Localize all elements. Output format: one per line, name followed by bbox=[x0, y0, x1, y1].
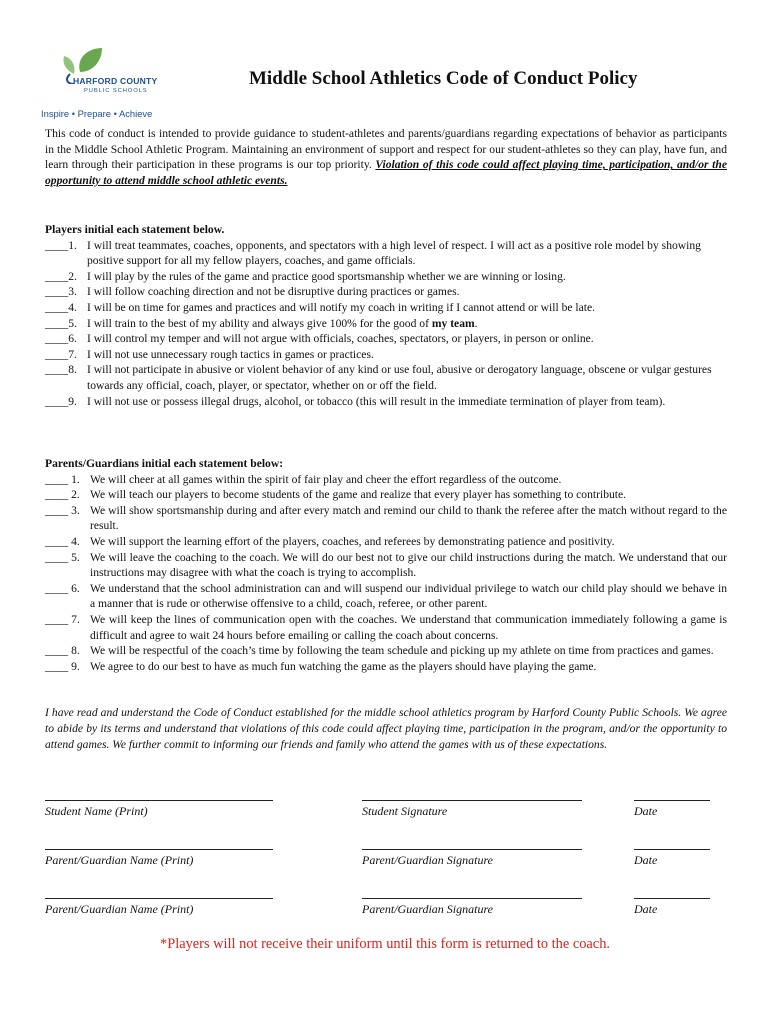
parents-section bbox=[45, 456, 727, 674]
statement-text: I will play by the rules of the game and practice good sportsmanship whether we are winning or losing. bbox=[87, 269, 566, 283]
signature-label: Parent/Guardian Signature bbox=[362, 853, 493, 867]
print-name-line[interactable] bbox=[45, 849, 273, 850]
initials-blank[interactable]: ____5. bbox=[45, 316, 77, 330]
initials-blank[interactable]: ____ 9. bbox=[45, 659, 80, 673]
intro-warning: Violation of this code could affect playing time, participation, and/or the opportunity to attend middle school athletic events. bbox=[45, 158, 727, 187]
emphasis-text: my team bbox=[431, 316, 475, 330]
statement-text: I will not participate in abusive or violent behavior of any kind or use foul, abusive or derogatory language, obscene or vulgar gestures towards any official, coach, player, or spectator, whether on or off the field. bbox=[87, 363, 712, 392]
date-line[interactable] bbox=[634, 800, 710, 801]
signature-label: Parent/Guardian Signature bbox=[362, 902, 493, 916]
statement-text: I will not use or possess illegal drugs, alcohol, or tobacco (this will result in the immediate termination of player from team). bbox=[87, 394, 666, 408]
signature-line[interactable] bbox=[362, 849, 582, 850]
parents-statement bbox=[45, 487, 727, 503]
initials-blank[interactable]: ____4. bbox=[45, 300, 77, 314]
initials-blank[interactable]: ____ 5. bbox=[45, 550, 80, 564]
print-name-line[interactable] bbox=[45, 800, 273, 801]
initials-blank[interactable]: ____3. bbox=[45, 285, 77, 299]
parents-statement bbox=[45, 550, 727, 581]
date-label: Date bbox=[634, 804, 658, 818]
statement-text: We will be respectful of the coach’s time by following the team schedule and picking up my athlete on time from practices and games. bbox=[90, 644, 714, 658]
date-label: Date bbox=[634, 902, 658, 916]
players-statement bbox=[45, 284, 727, 300]
intro-text: This code of conduct is intended to provide guidance to student-athletes and parents/guardians regarding expectations of behavior as participants in the Middle School Athletic Program. Maintaining an environment of support and respect for our student-athletes so they can play, have fun, and learn through their participation in these programs is our top priority. bbox=[45, 127, 727, 172]
parents-statement bbox=[45, 581, 727, 612]
parents-statement bbox=[45, 503, 727, 534]
parents-heading: Parents/Guardians initial each statement below: bbox=[45, 457, 284, 470]
logo-subtitle: PUBLIC SCHOOLS bbox=[84, 88, 148, 94]
players-statement bbox=[45, 300, 727, 316]
logo-name: HARFORD COUNTY bbox=[73, 76, 158, 86]
players-section bbox=[45, 222, 727, 409]
statement-text: I will control my temper and will not argue with officials, coaches, spectators, or players, in person or online. bbox=[87, 332, 594, 346]
initials-blank[interactable]: ____9. bbox=[45, 394, 77, 408]
initials-blank[interactable]: ____ 6. bbox=[45, 581, 80, 595]
players-list bbox=[45, 238, 727, 410]
statement-text: We agree to do our best to have as much fun watching the game as the players should have playing the game. bbox=[90, 659, 597, 673]
logo-tagline: Inspire • Prepare • Achieve bbox=[41, 108, 153, 119]
signature-line[interactable] bbox=[362, 898, 582, 899]
parents-statement bbox=[45, 534, 727, 550]
initials-blank[interactable]: ____6. bbox=[45, 332, 77, 346]
players-statement bbox=[45, 347, 727, 363]
print-name-label: Parent/Guardian Name (Print) bbox=[45, 853, 194, 867]
players-heading: Players initial each statement below. bbox=[45, 223, 225, 236]
initials-blank[interactable]: ____ 2. bbox=[45, 488, 80, 502]
acknowledgement-paragraph: I have read and understand the Code of Conduct established for the middle school athletics program by Harford County Public Schools. We agree to abide by its terms and understand that violations of this code could affect playing time, participation in the program, and/or the opportunity to attend games. We further commit to informing our friends and family who attend the games with us of these expectations. bbox=[45, 706, 727, 751]
signature-line[interactable] bbox=[362, 800, 582, 801]
initials-blank[interactable]: ____8. bbox=[45, 363, 77, 377]
initials-blank[interactable]: ____ 3. bbox=[45, 503, 80, 517]
date-label: Date bbox=[634, 853, 658, 867]
statement-text: I will treat teammates, coaches, opponents, and spectators with a high level of respect. I will act as a positive role model by showing positive support for all my fellow players, coaches, and game officials. bbox=[87, 238, 701, 268]
statement-text: We will keep the lines of communication open with the coaches. We understand that communication immediately following a game is difficult and agree to wait 24 hours before emailing or calling the coach about concerns. bbox=[90, 612, 727, 642]
statement-text: We will teach our players to become students of the game and realize that every player has something to contribute. bbox=[90, 488, 627, 502]
signature-label: Student Signature bbox=[362, 804, 448, 818]
statement-text: We understand that the school administration can and will suspend our individual privilege to watch our child play should we behave in a manner that is rude or otherwise offensive to a child, coach, referee, or other parent. bbox=[90, 581, 727, 611]
statement-text: I will not use unnecessary rough tactics in games or practices. bbox=[87, 347, 374, 361]
statement-text: We will show sportsmanship during and after every match and remind our child to thank the referee after the match without regard to the result. bbox=[90, 503, 727, 533]
initials-blank[interactable]: ____7. bbox=[45, 347, 77, 361]
uniform-notice: *Players will not receive their uniform until this form is returned to the coach. bbox=[160, 936, 610, 952]
parents-statement bbox=[45, 659, 727, 675]
statement-text: I will be on time for games and practices and will notify my coach in writing if I cannot attend or will be late. bbox=[87, 300, 596, 314]
parents-statement bbox=[45, 472, 727, 488]
date-line[interactable] bbox=[634, 849, 710, 850]
statement-text: We will support the learning effort of the players, coaches, and referees by demonstrating patience and positivity. bbox=[90, 534, 615, 548]
initials-blank[interactable]: ____ 4. bbox=[45, 534, 80, 548]
print-name-line[interactable] bbox=[45, 898, 273, 899]
players-statement bbox=[45, 394, 727, 410]
statement-text: We will cheer at all games within the spirit of fair play and cheer the effort regardless of the outcome. bbox=[90, 472, 562, 486]
players-statement bbox=[45, 269, 727, 285]
initials-blank[interactable]: ____ 7. bbox=[45, 612, 80, 626]
statement-text: We will leave the coaching to the coach. We will do our best not to give our child instructions during the match. We understand that our instructions may disagree with what the coach is trying to accomplish. bbox=[90, 550, 727, 580]
print-name-label: Student Name (Print) bbox=[45, 804, 148, 818]
players-statement bbox=[45, 362, 727, 393]
district-logo bbox=[40, 44, 180, 124]
initials-blank[interactable]: ____ 8. bbox=[45, 644, 80, 658]
intro-paragraph bbox=[45, 126, 727, 188]
statement-text: I will follow coaching direction and not be disruptive during practices or games. bbox=[87, 285, 460, 299]
players-statement bbox=[45, 238, 727, 269]
parents-statement bbox=[45, 612, 727, 643]
initials-blank[interactable]: ____ 1. bbox=[45, 472, 80, 486]
date-line[interactable] bbox=[634, 898, 710, 899]
initials-blank[interactable]: ____2. bbox=[45, 269, 77, 283]
statement-text: I will train to the best of my ability and always give 100% for the good of my team. bbox=[87, 316, 478, 330]
players-statement bbox=[45, 331, 727, 347]
initials-blank[interactable]: ____1. bbox=[45, 238, 77, 252]
page-title: Middle School Athletics Code of Conduct Policy bbox=[249, 68, 638, 89]
parents-statement bbox=[45, 643, 727, 659]
players-statement bbox=[45, 316, 727, 332]
parents-list bbox=[45, 472, 727, 675]
print-name-label: Parent/Guardian Name (Print) bbox=[45, 902, 194, 916]
